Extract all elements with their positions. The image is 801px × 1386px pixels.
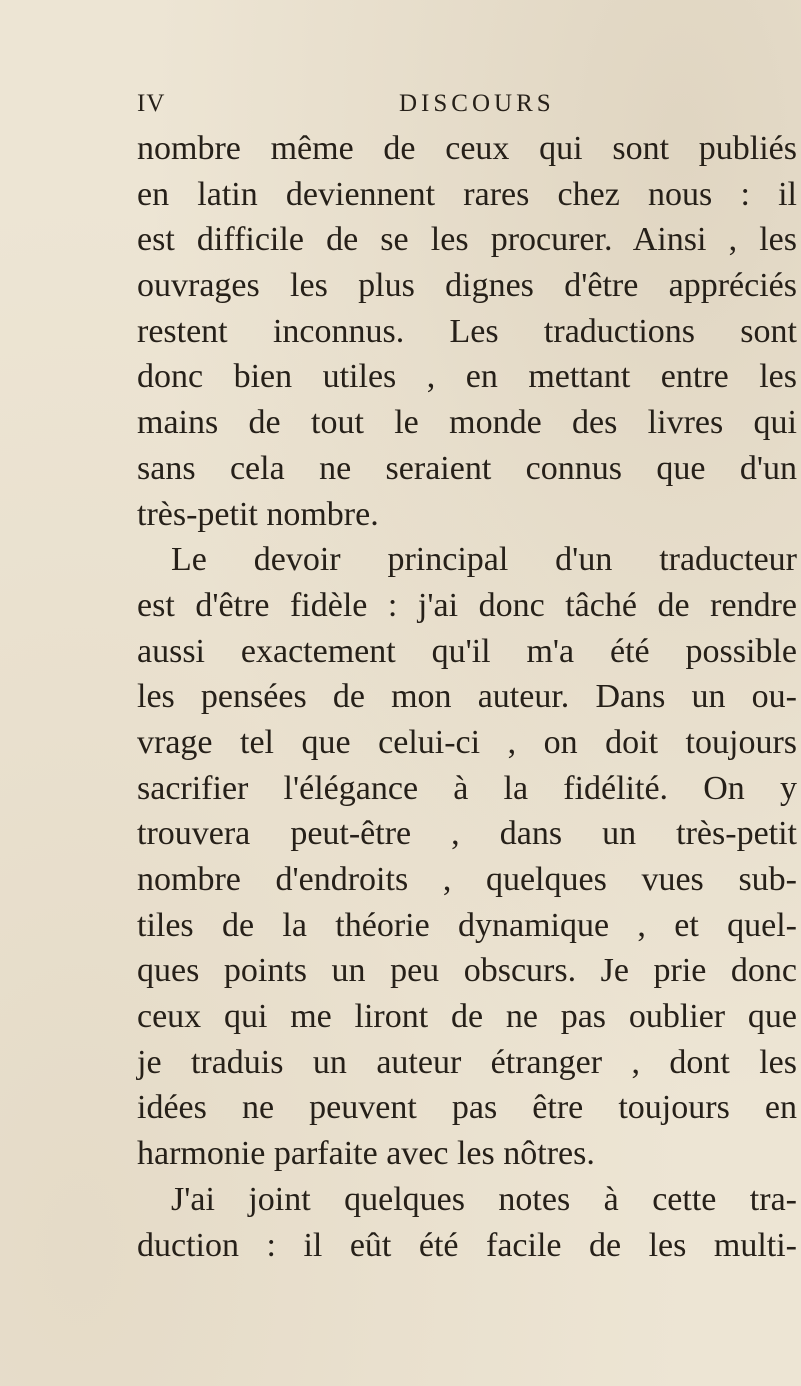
paragraph-start-line: J'ai joint quelques notes à cette tra-: [171, 1180, 797, 1218]
running-title: DISCOURS: [399, 90, 555, 117]
paragraph-start-line: Le devoir principal d'un traducteur: [171, 541, 797, 579]
text-line: aussi exactement qu'il m'a été possible: [137, 632, 797, 670]
text-line: est d'être fidèle : j'ai donc tâché de rendre: [137, 586, 797, 624]
text-line: idées ne peuvent pas être toujours en: [137, 1089, 797, 1127]
text-line: sacrifier l'élégance à la fidélité. On y: [137, 769, 797, 807]
text-line: nombre d'endroits , quelques vues sub-: [137, 861, 797, 898]
text-line: sans cela ne seraient connus que d'un: [137, 449, 797, 487]
text-line: tiles de la théorie dynamique , et quel-: [137, 906, 797, 944]
text-line: mains de tout le monde des livres qui: [137, 404, 797, 442]
text-line: restent inconnus. Les traductions sont: [137, 312, 797, 350]
page-number: IV: [137, 90, 166, 117]
text-line: ceux qui me liront de ne pas oublier que: [137, 998, 797, 1036]
text-line: ouvrages les plus dignes d'être appréciés: [137, 267, 797, 305]
text-line: ques points un peu obscurs. Je prie donc: [137, 952, 797, 990]
text-line: je traduis un auteur étranger , dont les: [137, 1043, 797, 1081]
text-line: est difficile de se les procurer. Ainsi , les: [137, 221, 797, 259]
text-line: duction : il eût été facile de les multi-: [137, 1226, 797, 1264]
text-line: vrage tel que celui-ci , on doit toujours: [137, 723, 797, 761]
text-line: nombre même de ceux qui sont publiés: [137, 130, 797, 167]
paragraph-end-line: harmonie parfaite avec les nôtres.: [137, 1135, 595, 1173]
text-line: trouvera peut-être , dans un très-petit: [137, 815, 797, 853]
text-line: les pensées de mon auteur. Dans un ou-: [137, 678, 797, 716]
text-line: donc bien utiles , en mettant entre les: [137, 358, 797, 396]
body-text: [137, 126, 797, 1268]
text-line: en latin deviennent rares chez nous : il: [137, 175, 797, 213]
running-head: [137, 90, 797, 120]
paragraph-end-line: très-petit nombre.: [137, 495, 379, 533]
